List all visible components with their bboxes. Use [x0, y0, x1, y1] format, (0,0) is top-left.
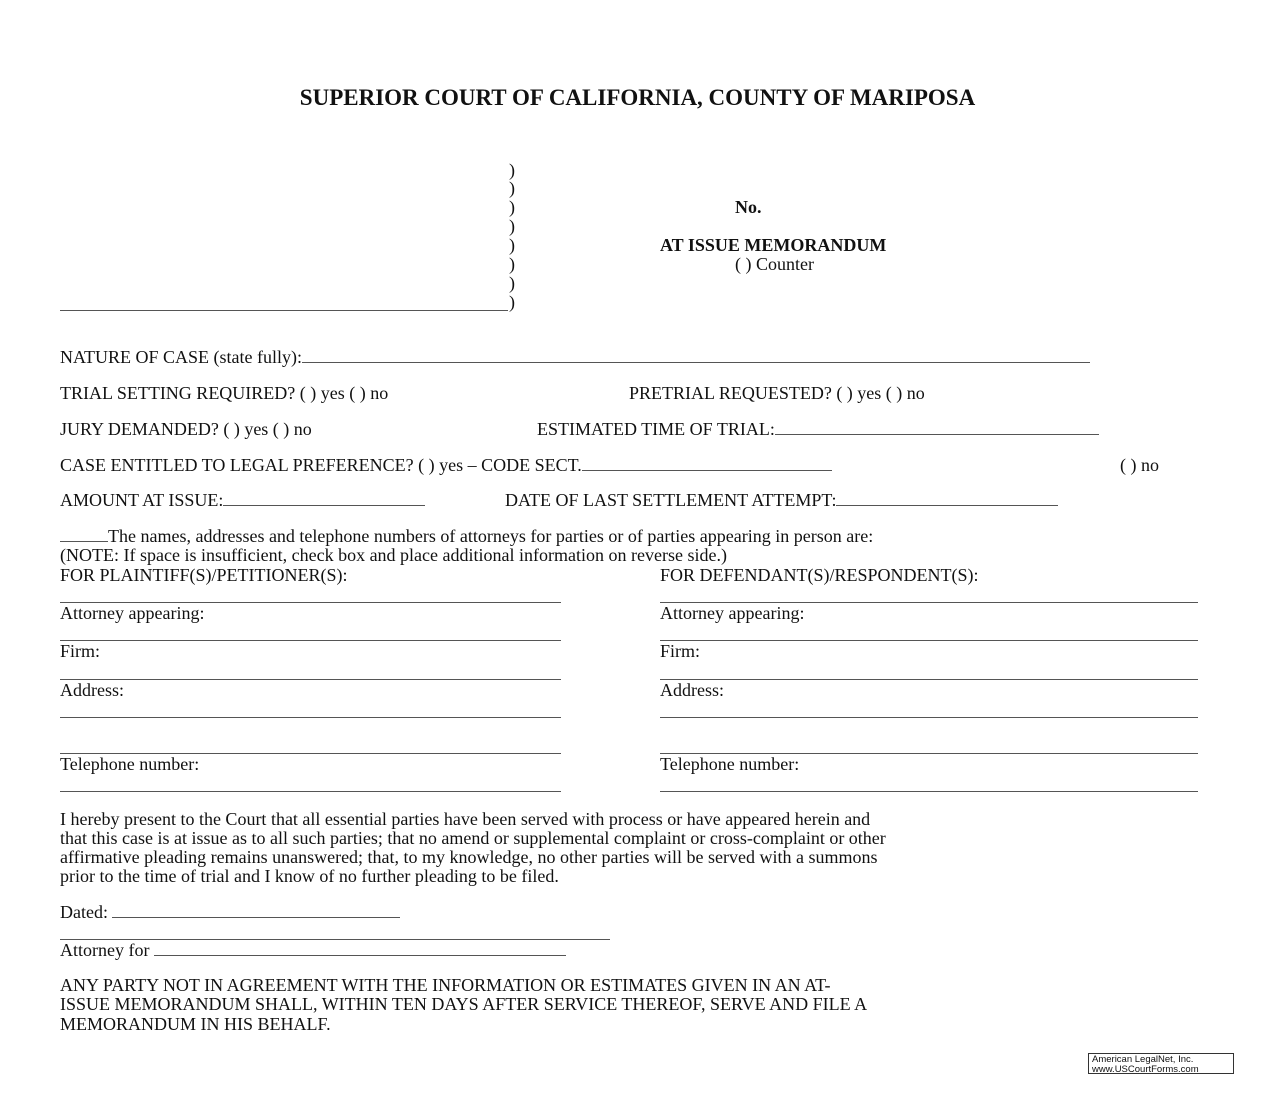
paren: )	[509, 292, 515, 312]
est-time-row	[537, 419, 1099, 439]
defendant-attorney-label: Attorney appearing:	[660, 603, 805, 623]
amount-label: AMOUNT AT ISSUE:	[60, 490, 224, 510]
plaintiff-attorney-label: Attorney appearing:	[60, 603, 205, 623]
notice-line: MEMORANDUM IN HIS BEHALF.	[60, 1014, 331, 1034]
plaintiff-phone-label: Telephone number:	[60, 754, 200, 774]
attorneys-intro: The names, addresses and telephone numbers of attorneys for parties or of parties appearing in person are:	[108, 526, 874, 546]
attorney-for-row	[60, 940, 566, 960]
defendant-address-line-1[interactable]	[660, 717, 1198, 718]
certification-line: that this case is at issue as to all such parties; that no amend or supplemental complaint or cross-complaint or other	[60, 828, 886, 848]
plaintiff-firm-line[interactable]	[60, 679, 561, 680]
pref-no[interactable]: ( ) no	[1120, 455, 1159, 475]
court-title: SUPERIOR COURT OF CALIFORNIA, COUNTY OF MARIPOSA	[299, 85, 976, 110]
plaintiff-phone-line[interactable]	[60, 791, 561, 792]
certification-line: affirmative pleading remains unanswered; that, to my knowledge, no other parties will be served with a summons	[60, 847, 878, 867]
paren: )	[509, 216, 515, 236]
code-sect-field[interactable]	[582, 455, 832, 471]
defendant-phone-line[interactable]	[660, 791, 1198, 792]
nature-row	[60, 347, 1090, 367]
case-number-label: No.	[735, 197, 762, 217]
pretrial-requested[interactable]: PRETRIAL REQUESTED? ( ) yes ( ) no	[629, 383, 925, 403]
notice-line: ISSUE MEMORANDUM SHALL, WITHIN TEN DAYS AFTER SERVICE THEREOF, SERVE AND FILE A	[60, 994, 868, 1014]
est-time-label: ESTIMATED TIME OF TRIAL:	[537, 419, 775, 439]
defendant-phone-label: Telephone number:	[660, 754, 800, 774]
certification-line: I hereby present to the Court that all essential parties have been served with process or have appeared herein and	[60, 809, 871, 829]
intro-blank[interactable]	[60, 526, 108, 542]
paren: )	[509, 254, 515, 274]
plaintiff-attorney-line[interactable]	[60, 640, 561, 641]
nature-field[interactable]	[302, 347, 1090, 363]
amount-field[interactable]	[223, 490, 425, 506]
settle-field[interactable]	[836, 490, 1058, 506]
attorneys-note: (NOTE: If space is insufficient, check box and place additional information on reverse side.)	[60, 545, 727, 565]
attorneys-intro-row	[60, 526, 873, 546]
counter-checkbox[interactable]: ( ) Counter	[735, 254, 814, 274]
est-time-field[interactable]	[775, 419, 1099, 435]
plaintiff-header: FOR PLAINTIFF(S)/PETITIONER(S):	[60, 565, 348, 585]
defendant-firm-label: Firm:	[660, 641, 701, 661]
paren: )	[509, 235, 515, 255]
stamp-line-2: www.USCourtForms.com	[1092, 1064, 1199, 1075]
party-name-line[interactable]	[60, 310, 508, 311]
paren: )	[509, 273, 515, 293]
document-title: AT ISSUE MEMORANDUM	[660, 235, 887, 255]
amount-row	[60, 490, 425, 510]
settle-label: DATE OF LAST SETTLEMENT ATTEMPT:	[505, 490, 837, 510]
settle-row	[505, 490, 1058, 510]
notice-line: ANY PARTY NOT IN AGREEMENT WITH THE INFORMATION OR ESTIMATES GIVEN IN AN AT-	[60, 975, 831, 995]
defendant-address-label: Address:	[660, 680, 724, 700]
paren: )	[509, 178, 515, 198]
defendant-attorney-line[interactable]	[660, 640, 1198, 641]
nature-label: NATURE OF CASE (state fully):	[60, 347, 302, 367]
defendant-firm-line[interactable]	[660, 679, 1198, 680]
attorney-for-field[interactable]	[154, 940, 566, 956]
pref-row	[60, 455, 832, 475]
dated-row	[60, 902, 400, 922]
pref-label[interactable]: CASE ENTITLED TO LEGAL PREFERENCE? ( ) yes – CODE SECT.	[60, 455, 582, 475]
certification-line: prior to the time of trial and I know of no further pleading to be filed.	[60, 866, 559, 886]
attorney-for-label: Attorney for	[60, 940, 150, 960]
defendant-header: FOR DEFENDANT(S)/RESPONDENT(S):	[660, 565, 979, 585]
paren: )	[509, 197, 515, 217]
paren: )	[509, 160, 515, 180]
plaintiff-address-label: Address:	[60, 680, 124, 700]
trial-setting[interactable]: TRIAL SETTING REQUIRED? ( ) yes ( ) no	[60, 383, 389, 403]
jury-demanded[interactable]: JURY DEMANDED? ( ) yes ( ) no	[60, 419, 312, 439]
plaintiff-firm-label: Firm:	[60, 641, 101, 661]
stamp-line-1: American LegalNet, Inc.	[1092, 1054, 1194, 1065]
publisher-stamp	[1088, 1053, 1234, 1074]
plaintiff-address-line-1[interactable]	[60, 717, 561, 718]
dated-field[interactable]	[112, 902, 400, 918]
dated-label: Dated:	[60, 902, 108, 922]
